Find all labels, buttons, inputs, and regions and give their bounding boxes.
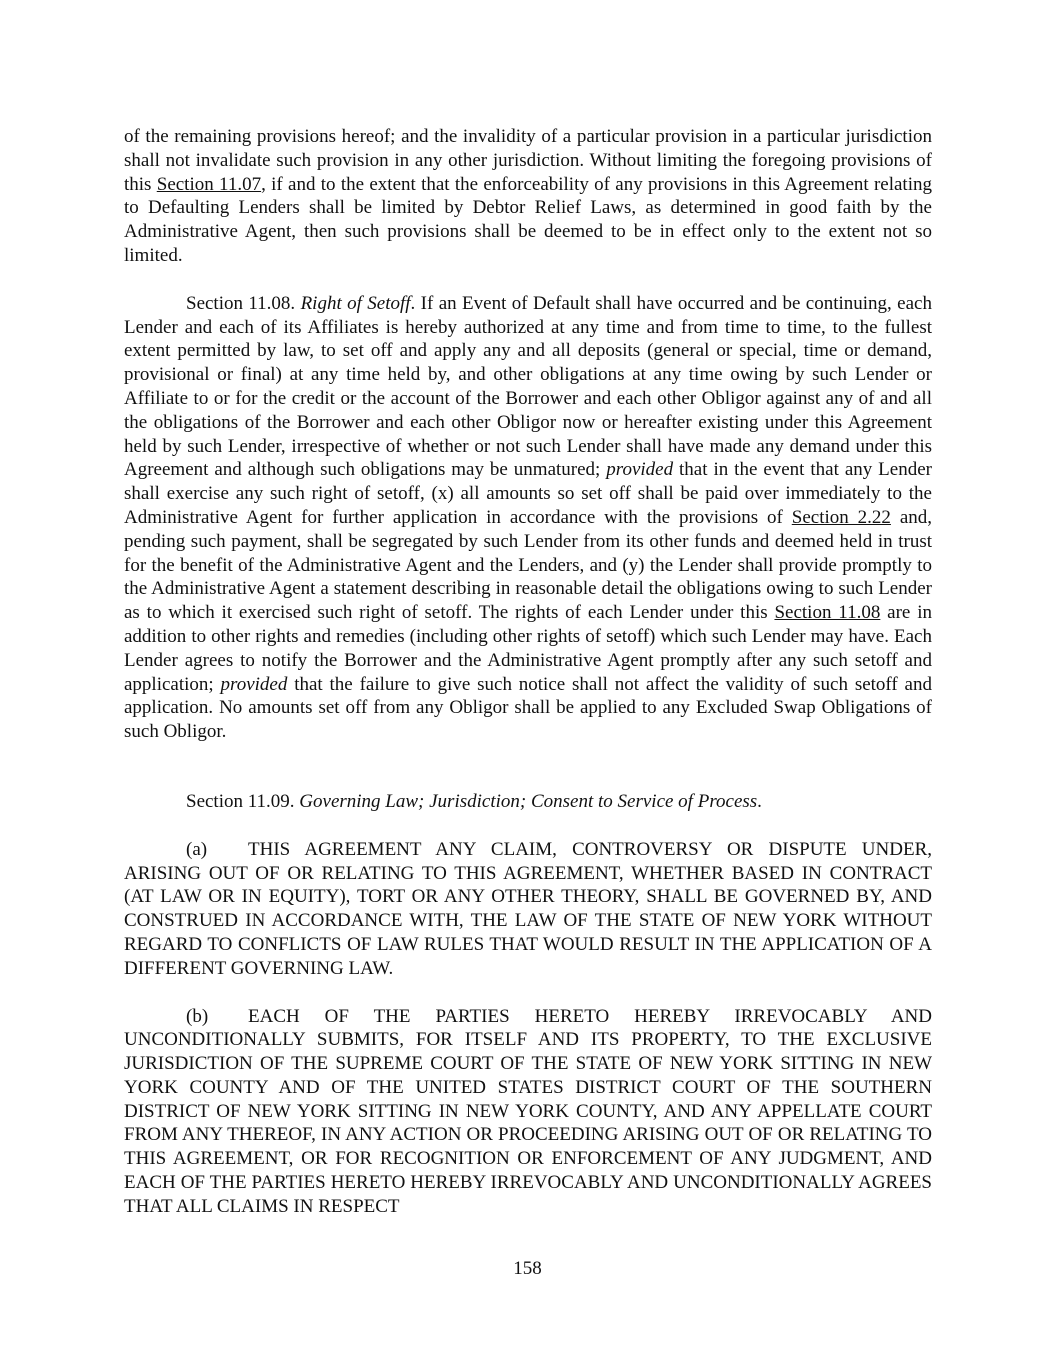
provided-term: provided [606,459,674,481]
text-run: that in the event that any Lender shall exercise any such right of setoff, (x) all amounts so set off shall be paid over immediately to the Administrative Agent for further application in accordance with the provisions of [124,459,932,528]
section-11-08-paragraph [124,292,932,744]
text-run: . If an Event of Default shall have occurred and be continuing, each Lender and each of its Affiliates is hereby authorized at any time and from time to time, to the fullest extent permitted by law, to set off and apply any and all deposits (general or special, time or demand, provisional or final) at any time held by, and other obligations at any time owing by such Lender or Affiliate to or for the credit or the account of the Borrower and each other Obligor against any of and all the obligations of the Borrower and each other Obligor now or hereafter existing under this Agreement held by such Lender, irrespective of whether or not such Lender shall have made any demand under this Agreement and although such obligations may be unmatured; [124,292,932,481]
clause-text: EACH OF THE PARTIES HERETO HEREBY IRREVOCABLY AND UNCONDITIONALLY SUBMITS, FOR ITSELF AND ITS PROPERTY, TO THE EXCLUSIVE JURISDICTION OF THE SUPREME COURT OF THE STATE OF NEW YORK SITTING IN NEW YORK COUNTY AND OF THE UNITED STATES DISTRICT COURT OF THE SOUTHERN DISTRICT OF NEW YORK SITTING IN NEW YORK COUNTY, AND ANY APPELLATE COURT FROM ANY THEREOF, IN ANY ACTION OR PROCEEDING ARISING OUT OF OR RELATING TO THIS AGREEMENT, OR FOR RECOGNITION OR ENFORCEMENT OF ANY JUDGMENT, AND EACH OF THE PARTIES HERETO HEREBY IRREVOCABLY AND UNCONDITIONALLY AGREES THAT ALL CLAIMS IN RESPECT [124,1005,932,1217]
section-title: Governing Law; Jurisdiction; Consent to Service of Process [299,790,758,812]
text-run: are in addition to other rights and remedies (including other rights of setoff) which such Lender may have. Each Lender agrees to notify the Borrower and the Administrative Agent promptly after any such setoff and application; [124,602,932,695]
section-title: Right of Setoff [300,292,411,314]
section-reference-2-22: Section 2.22 [791,506,891,528]
text-run: that the failure to give such notice shall not affect the validity of such setoff and application. No amounts set off from any Obligor shall be applied to any Excluded Swap Obligations of such Obligor. [124,673,932,743]
page-number: 158 [513,1258,542,1279]
text-run: , if and to the extent that the enforceability of any provisions in this Agreement relating to Defaulting Lenders shall be limited by Debtor Relief Laws, as determined in good faith by the Administrative Agent, then such provisions shall be deemed to be in effect only to the extent not so limited. [124,173,932,266]
text-run: and, pending such payment, shall be segregated by such Lender from its other funds and deemed held in trust for the benefit of the Administrative Agent and the Lenders, and (y) the Lender shall provide promptly to the Administrative Agent a statement describing in reasonable detail the obligations owing to such Lender as to which it exercised such right of setoff. The rights of each Lender under this [124,506,933,624]
section-reference-11-08: Section 11.08 [774,602,881,624]
clause-a [124,838,932,981]
section-number: Section 11.08. [186,292,301,314]
document-page [124,125,932,1219]
section-number: Section 11.09. [186,790,300,812]
heading-period: . [757,790,762,812]
provided-term: provided [220,673,288,695]
section-11-09-heading [124,790,932,814]
clause-text: THIS AGREEMENT ANY CLAIM, CONTROVERSY OR DISPUTE UNDER, ARISING OUT OF OR RELATING TO THIS AGREEMENT, WHETHER BASED IN CONTRACT (AT LAW OR IN EQUITY), TORT OR ANY OTHER THEORY, SHALL BE GOVERNED BY, AND CONSTRUED IN ACCORDANCE WITH, THE LAW OF THE STATE OF NEW YORK WITHOUT REGARD TO CONFLICTS OF LAW RULES THAT WOULD RESULT IN THE APPLICATION OF A DIFFERENT GOVERNING LAW. [124,838,932,979]
clause-label: (b) [186,1005,209,1027]
text-run: of the remaining provisions hereof; and the invalidity of a particular provision in a particular jurisdiction shall not invalidate such provision in any other jurisdiction. Without limiting the foregoing provisions of this [124,126,932,195]
clause-b [124,1005,932,1219]
paragraph-severability-continued [124,125,932,268]
section-reference-11-07: Section 11.07 [156,173,262,195]
clause-label: (a) [186,838,208,860]
